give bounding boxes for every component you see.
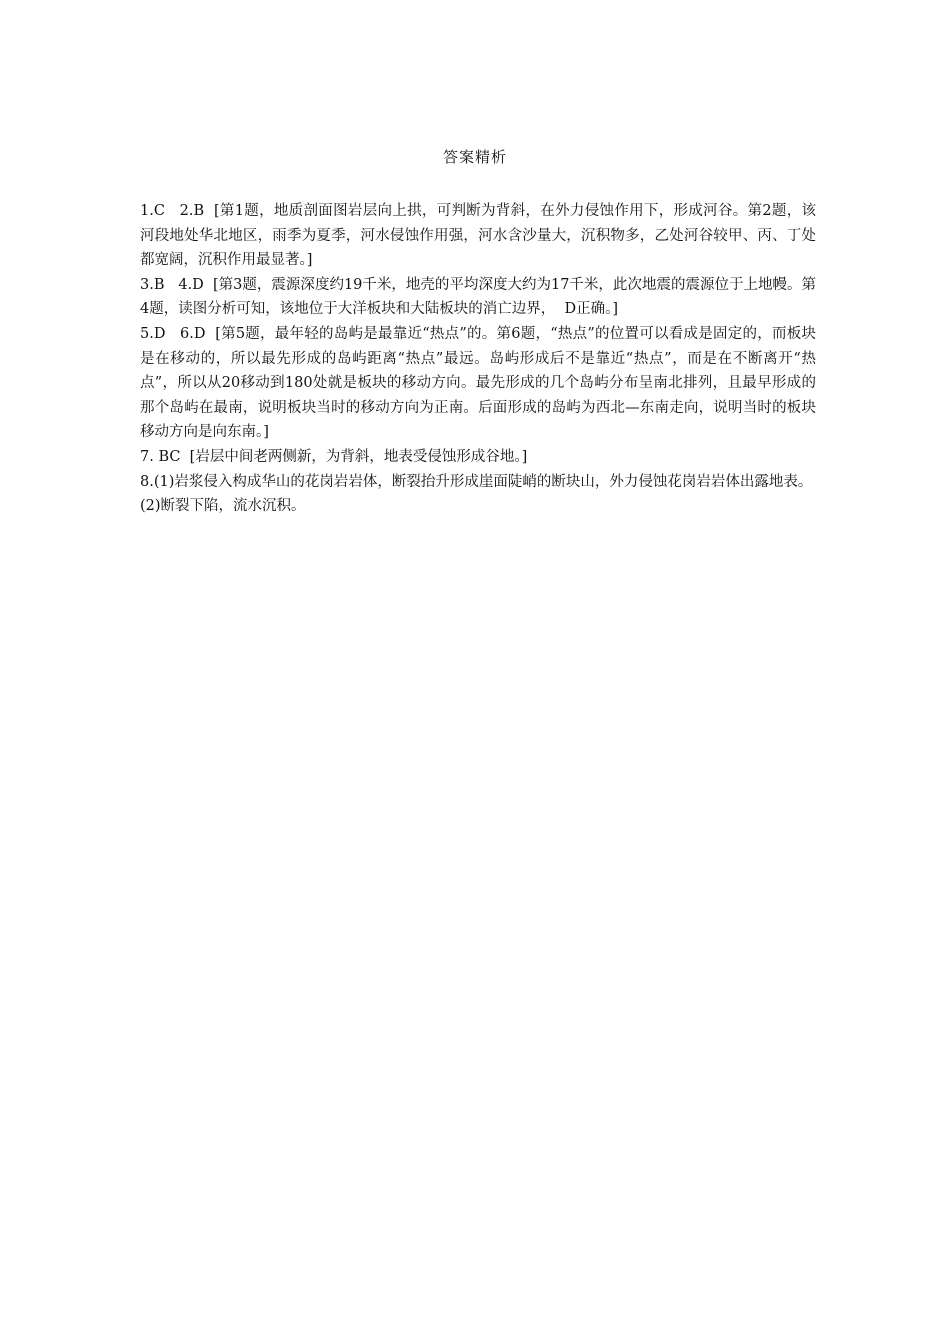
- answer-1-2: 1.C 2.B [第1题，地质剖面图岩层向上拱，可判断为背斜，在外力侵蚀作用下，形成河谷。第2题，该河段地处华北地区，雨季为夏季，河水侵蚀作用强，河水含沙量大，沉积物多，乙处河谷较甲、丙、丁处都宽阔，沉积作用最显著。]: [140, 203, 816, 269]
- answer-5-6: 5.D 6.D [第5题，最年轻的岛屿是最靠近“热点”的。第6题，“热点”的位置可以看成是固定的，而板块是在移动的，所以最先形成的岛屿距离“热点”最远。岛屿形成后不是靠近“热点”，而是在不断离开“热点”，所以从20移动到180处就是板块的移动方向。最先形成的几个岛屿分布呈南北排列，且最早形成的那个岛屿在最南，说明板块当时的移动方向为正南。后面形成的岛屿为西北—东南走向，说明当时的板块移动方向是向东南。]: [140, 325, 816, 441]
- answer-7: 7. BC [岩层中间老两侧新，为背斜，地表受侵蚀形成谷地。]: [140, 448, 528, 465]
- answer-3-4: 3.B 4.D [第3题，震源深度约19千米，地壳的平均深度大约为17千米，此次地震的震源位于上地幔。第4题，读图分析可知，该地位于大洋板块和大陆板块的消亡边界， D正确。]: [140, 276, 816, 318]
- answer-body: [140, 199, 816, 519]
- answer-8-part-2: (2)断裂下陷，流水沉积。: [140, 498, 306, 515]
- answer-8-part-1: 8.(1)岩浆侵入构成华山的花岗岩岩体，断裂抬升形成崖面陡峭的断块山，外力侵蚀花岗岩岩体出露地表。: [140, 473, 813, 490]
- page-title: 答案精析: [442, 148, 507, 166]
